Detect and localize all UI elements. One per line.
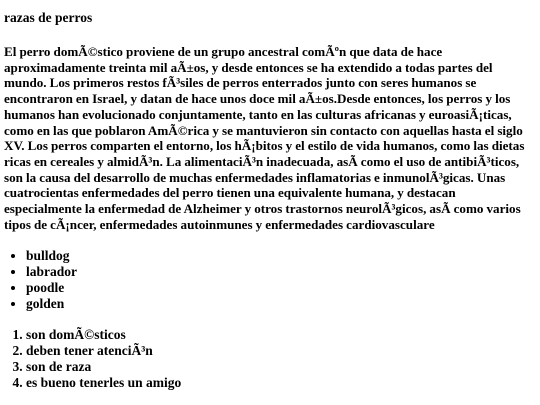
page-title: razas de perros [4,10,93,25]
reasons-list-item: 2. deben tener atenciÃ³n [26,343,536,359]
breed-list-item: • bulldog [26,248,536,264]
reasons-list [4,327,536,391]
reasons-list-item: 3. son de raza [26,359,536,375]
breed-list-item: • labrador [26,264,536,280]
reasons-list-item: 4. es bueno tenerles un amigo [26,375,536,391]
reasons-list-item: 1. son domÃ©sticos [26,327,536,343]
breed-list [4,248,536,312]
breed-list-item: • golden [26,296,536,312]
breed-list-item: • poodle [26,280,536,296]
intro-paragraph: El perro domÃ©stico proviene de un grupo ancestral comÃºn que data de hace aproximadamente treinta mil aÃ±os, y desde entonces se ha extendido a todas partes del mundo. Los primeros restos fÃ³siles de perros enterrados junto con seres humanos se encontraron en Israel, y datan de hace unos doce mil aÃ±os.Desde entonces, los perros y los humanos han evolucionado conjuntamente, tanto en las culturas africanas y euroasiÃ¡ticas, como en las que poblaron AmÃ©rica y se mantuvieron sin contacto con aquellas hasta el siglo XV. Los perros comparten el entorno, los hÃ¡bitos y el estilo de vida humanos, como las dietas ricas en cereales y almidÃ³n. La alimentaciÃ³n inadecuada, asÃ como el uso de antibiÃ³ticos, son la causa del desarrollo de muchas enfermedades inflamatorias e inmunolÃ³gicas. Unas cuatrocientas enfermedades del perro tienen una equivalente humana, y destacan especialmente la enfermedad de Alzheimer y otros trastornos neurolÃ³gicos, asÃ como varios tipos de cÃ¡ncer, enfermedades autoinmunes y enfermedades cardiovasculare [4,44,525,232]
